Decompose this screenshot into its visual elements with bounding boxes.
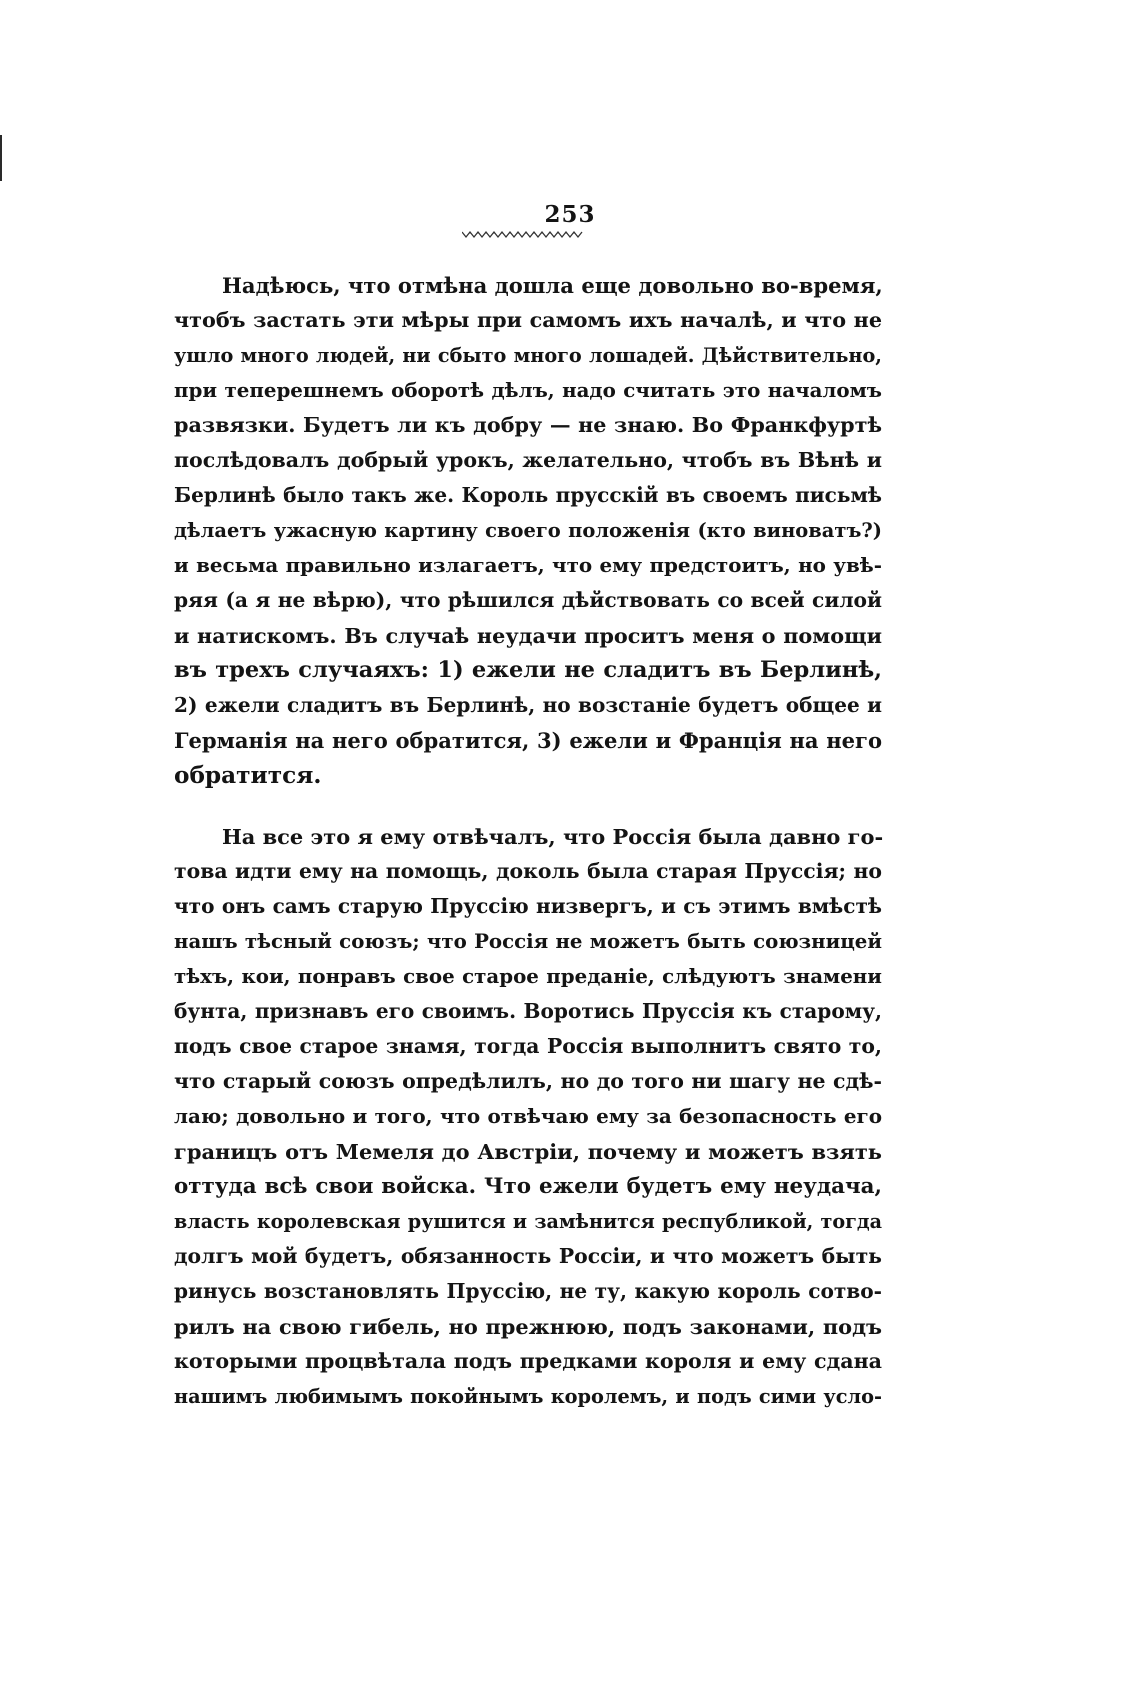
text-line: тѣхъ, кои, понравъ свое старое преданіе, слѣдуютъ знамени xyxy=(174,964,882,988)
text-line: что онъ самъ старую Пруссію низвергъ, и съ этимъ вмѣстѣ xyxy=(174,894,882,918)
paragraph-2 xyxy=(174,819,882,1414)
text-line: Надѣюсь, что отмѣна дошла еще довольно во-время, xyxy=(222,273,883,298)
text-line: долгъ мой будетъ, обязанность Россіи, и что можетъ быть xyxy=(174,1244,882,1268)
text-line: ринусь возстановлять Пруссію, не ту, какую король сотво- xyxy=(174,1279,882,1303)
text-line: Берлинѣ было такъ же. Король прусскій въ своемъ письмѣ xyxy=(174,483,882,507)
text-line: ряя (а я не вѣрю), что рѣшился дѣйствовать со всей силой xyxy=(174,588,882,612)
text-line: нашимъ любимымъ покойнымъ королемъ, и подъ сими усло- xyxy=(174,1385,882,1408)
text-line: Германія на него обратится, 3) ежели и Франція на него xyxy=(174,728,882,753)
page-number: 253 xyxy=(544,201,596,228)
text-line: бунта, признавъ его своимъ. Воротись Пруссія къ старому, xyxy=(174,999,882,1023)
text-line: которыми процвѣтала подъ предками короля и ему сдана xyxy=(174,1349,882,1373)
text-line: дѣлаетъ ужасную картину своего положенія (кто виноватъ?) xyxy=(174,519,882,542)
text-line: границъ отъ Мемеля до Австріи, почему и можетъ взять xyxy=(174,1139,882,1164)
text-line: рилъ на свою гибель, но прежнюю, подъ законами, подъ xyxy=(174,1314,882,1339)
text-line: при теперешнемъ оборотѣ дѣлъ, надо считать это началомъ xyxy=(174,378,882,402)
text-line: чтобъ застать эти мѣры при самомъ ихъ началѣ, и что не xyxy=(174,308,882,332)
text-line: ушло много людей, ни сбыто много лошадей. Дѣйствительно, xyxy=(174,344,882,367)
text-line: власть королевская рушится и замѣнится республикой, тогда xyxy=(174,1210,882,1233)
text-line: нашъ тѣсный союзъ; что Россія не можетъ быть союзницей xyxy=(174,929,882,953)
scan-edge-mark xyxy=(0,135,2,181)
text-line: 2) ежели сладитъ въ Берлинѣ, но возстаніе будетъ общее и xyxy=(174,693,882,717)
text-line: развязки. Будетъ ли къ добру — не знаю. Во Франкфуртѣ xyxy=(174,413,882,437)
text-line: това идти ему на помощь, доколь была старая Пруссія; но xyxy=(174,859,882,883)
text-line: что старый союзъ опредѣлилъ, но до того ни шагу не сдѣ- xyxy=(174,1069,882,1093)
text-line: и натискомъ. Въ случаѣ неудачи проситъ меня о помощи xyxy=(174,623,882,648)
text-line: подъ свое старое знамя, тогда Россія выполнитъ свято то, xyxy=(174,1034,882,1058)
text-line: въ трехъ случаяхъ: 1) ежели не сладитъ въ Берлинѣ, xyxy=(174,657,882,683)
paragraph-1 xyxy=(174,268,882,793)
text-line: и весьма правильно излагаетъ, что ему предстоитъ, но увѣ- xyxy=(174,553,882,577)
text-line: оттуда всѣ свои войска. Что ежели будетъ ему неудача, xyxy=(174,1174,882,1199)
text-line: обратится. xyxy=(174,762,322,789)
text-line: лаю; довольно и того, что отвѣчаю ему за безопасность его xyxy=(174,1104,882,1128)
text-line: послѣдовалъ добрый урокъ, желательно, чтобъ въ Вѣнѣ и xyxy=(174,448,882,472)
text-line: На все это я ему отвѣчалъ, что Россія была давно го- xyxy=(222,824,884,849)
page-number-ornament xyxy=(462,229,584,239)
